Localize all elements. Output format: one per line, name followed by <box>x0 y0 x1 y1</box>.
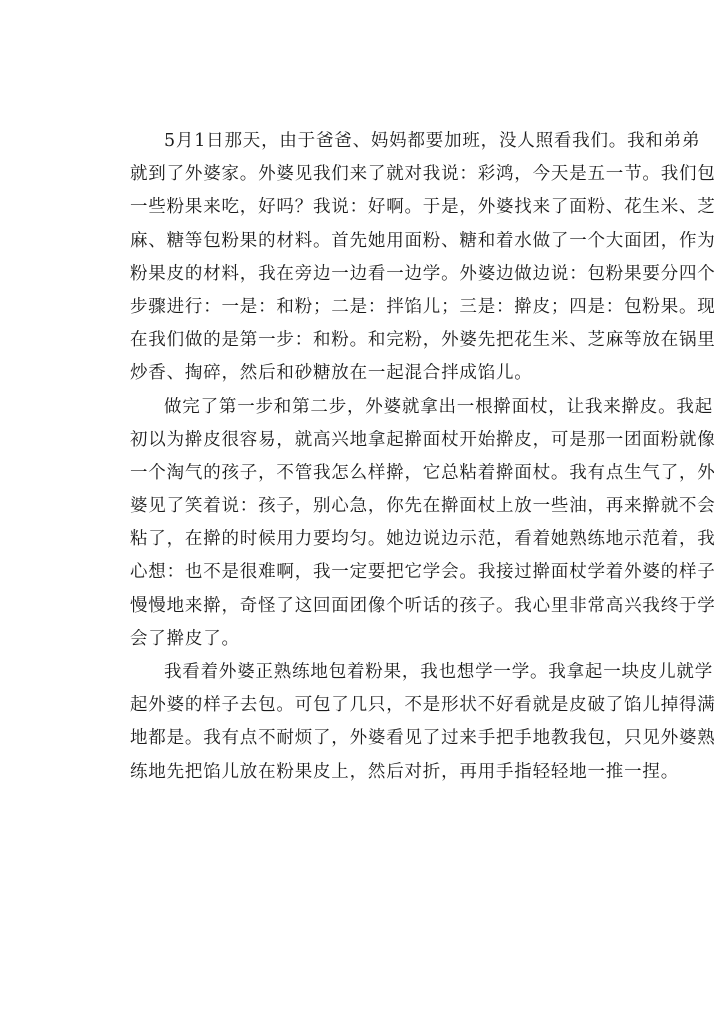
paragraph-line: 练地先把馅儿放在粉果皮上，然后对折，再用手指轻轻地一推一捏。 <box>130 761 679 782</box>
essay-body <box>130 125 716 789</box>
paragraph-line: 初以为擀皮很容易，就高兴地拿起擀面杖开始擀皮，可是那一团面粉就像 <box>130 429 716 450</box>
paragraph-line: 5月1日那天，由于爸爸、妈妈都要加班，没人照看我们。我和弟弟 <box>164 131 701 151</box>
paragraph-line: 会了擀皮了。 <box>130 628 240 649</box>
paragraph-line: 心想：也不是很难啊，我一定要把它学会。我接过擀面杖学着外婆的样子 <box>130 562 716 583</box>
paragraph-line: 炒香、掏碎，然后和砂糖放在一起混合拌成馅儿。 <box>130 363 533 384</box>
paragraph-line: 步骤进行：一是：和粉；二是：拌馅儿；三是：擀皮；四是：包粉果。现 <box>130 296 716 317</box>
paragraph-1 <box>130 125 716 391</box>
paragraph-line: 一个淘气的孩子，不管我怎么样擀，它总粘着擀面杖。我有点生气了，外 <box>130 462 716 483</box>
paragraph-line: 粘了，在擀的时候用力要均匀。她边说边示范，看着她熟练地示范着，我 <box>130 529 716 550</box>
paragraph-line: 一些粉果来吃，好吗？我说：好啊。于是，外婆找来了面粉、花生米、芝 <box>130 197 716 218</box>
paragraph-line: 我看着外婆正熟练地包着粉果，我也想学一学。我拿起一块皮儿就学 <box>164 662 713 682</box>
paragraph-2 <box>130 391 716 657</box>
paragraph-line: 粉果皮的材料，我在旁边一边看一边学。外婆边做边说：包粉果要分四个 <box>130 263 716 284</box>
paragraph-3 <box>130 656 716 789</box>
paragraph-line: 做完了第一步和第二步，外婆就拿出一根擀面杖，让我来擀皮。我起 <box>164 396 713 417</box>
paragraph-line: 起外婆的样子去包。可包了几只，不是形状不好看就是皮破了馅儿掉得满 <box>130 695 716 716</box>
paragraph-line: 慢慢地来擀，奇怪了这回面团像个听话的孩子。我心里非常高兴我终于学 <box>130 595 716 616</box>
paragraph-line: 婆见了笑着说：孩子，别心急，你先在擀面杖上放一些油，再来擀就不会 <box>130 496 716 517</box>
paragraph-line: 在我们做的是第一步：和粉。和完粉，外婆先把花生米、芝麻等放在锅里 <box>130 330 716 351</box>
paragraph-line: 地都是。我有点不耐烦了，外婆看见了过来手把手地教我包，只见外婆熟 <box>130 728 716 749</box>
paragraph-line: 麻、糖等包粉果的材料。首先她用面粉、糖和着水做了一个大面团，作为 <box>130 230 716 251</box>
paragraph-line: 就到了外婆家。外婆见我们来了就对我说：彩鸿，今天是五一节。我们包 <box>130 164 716 185</box>
